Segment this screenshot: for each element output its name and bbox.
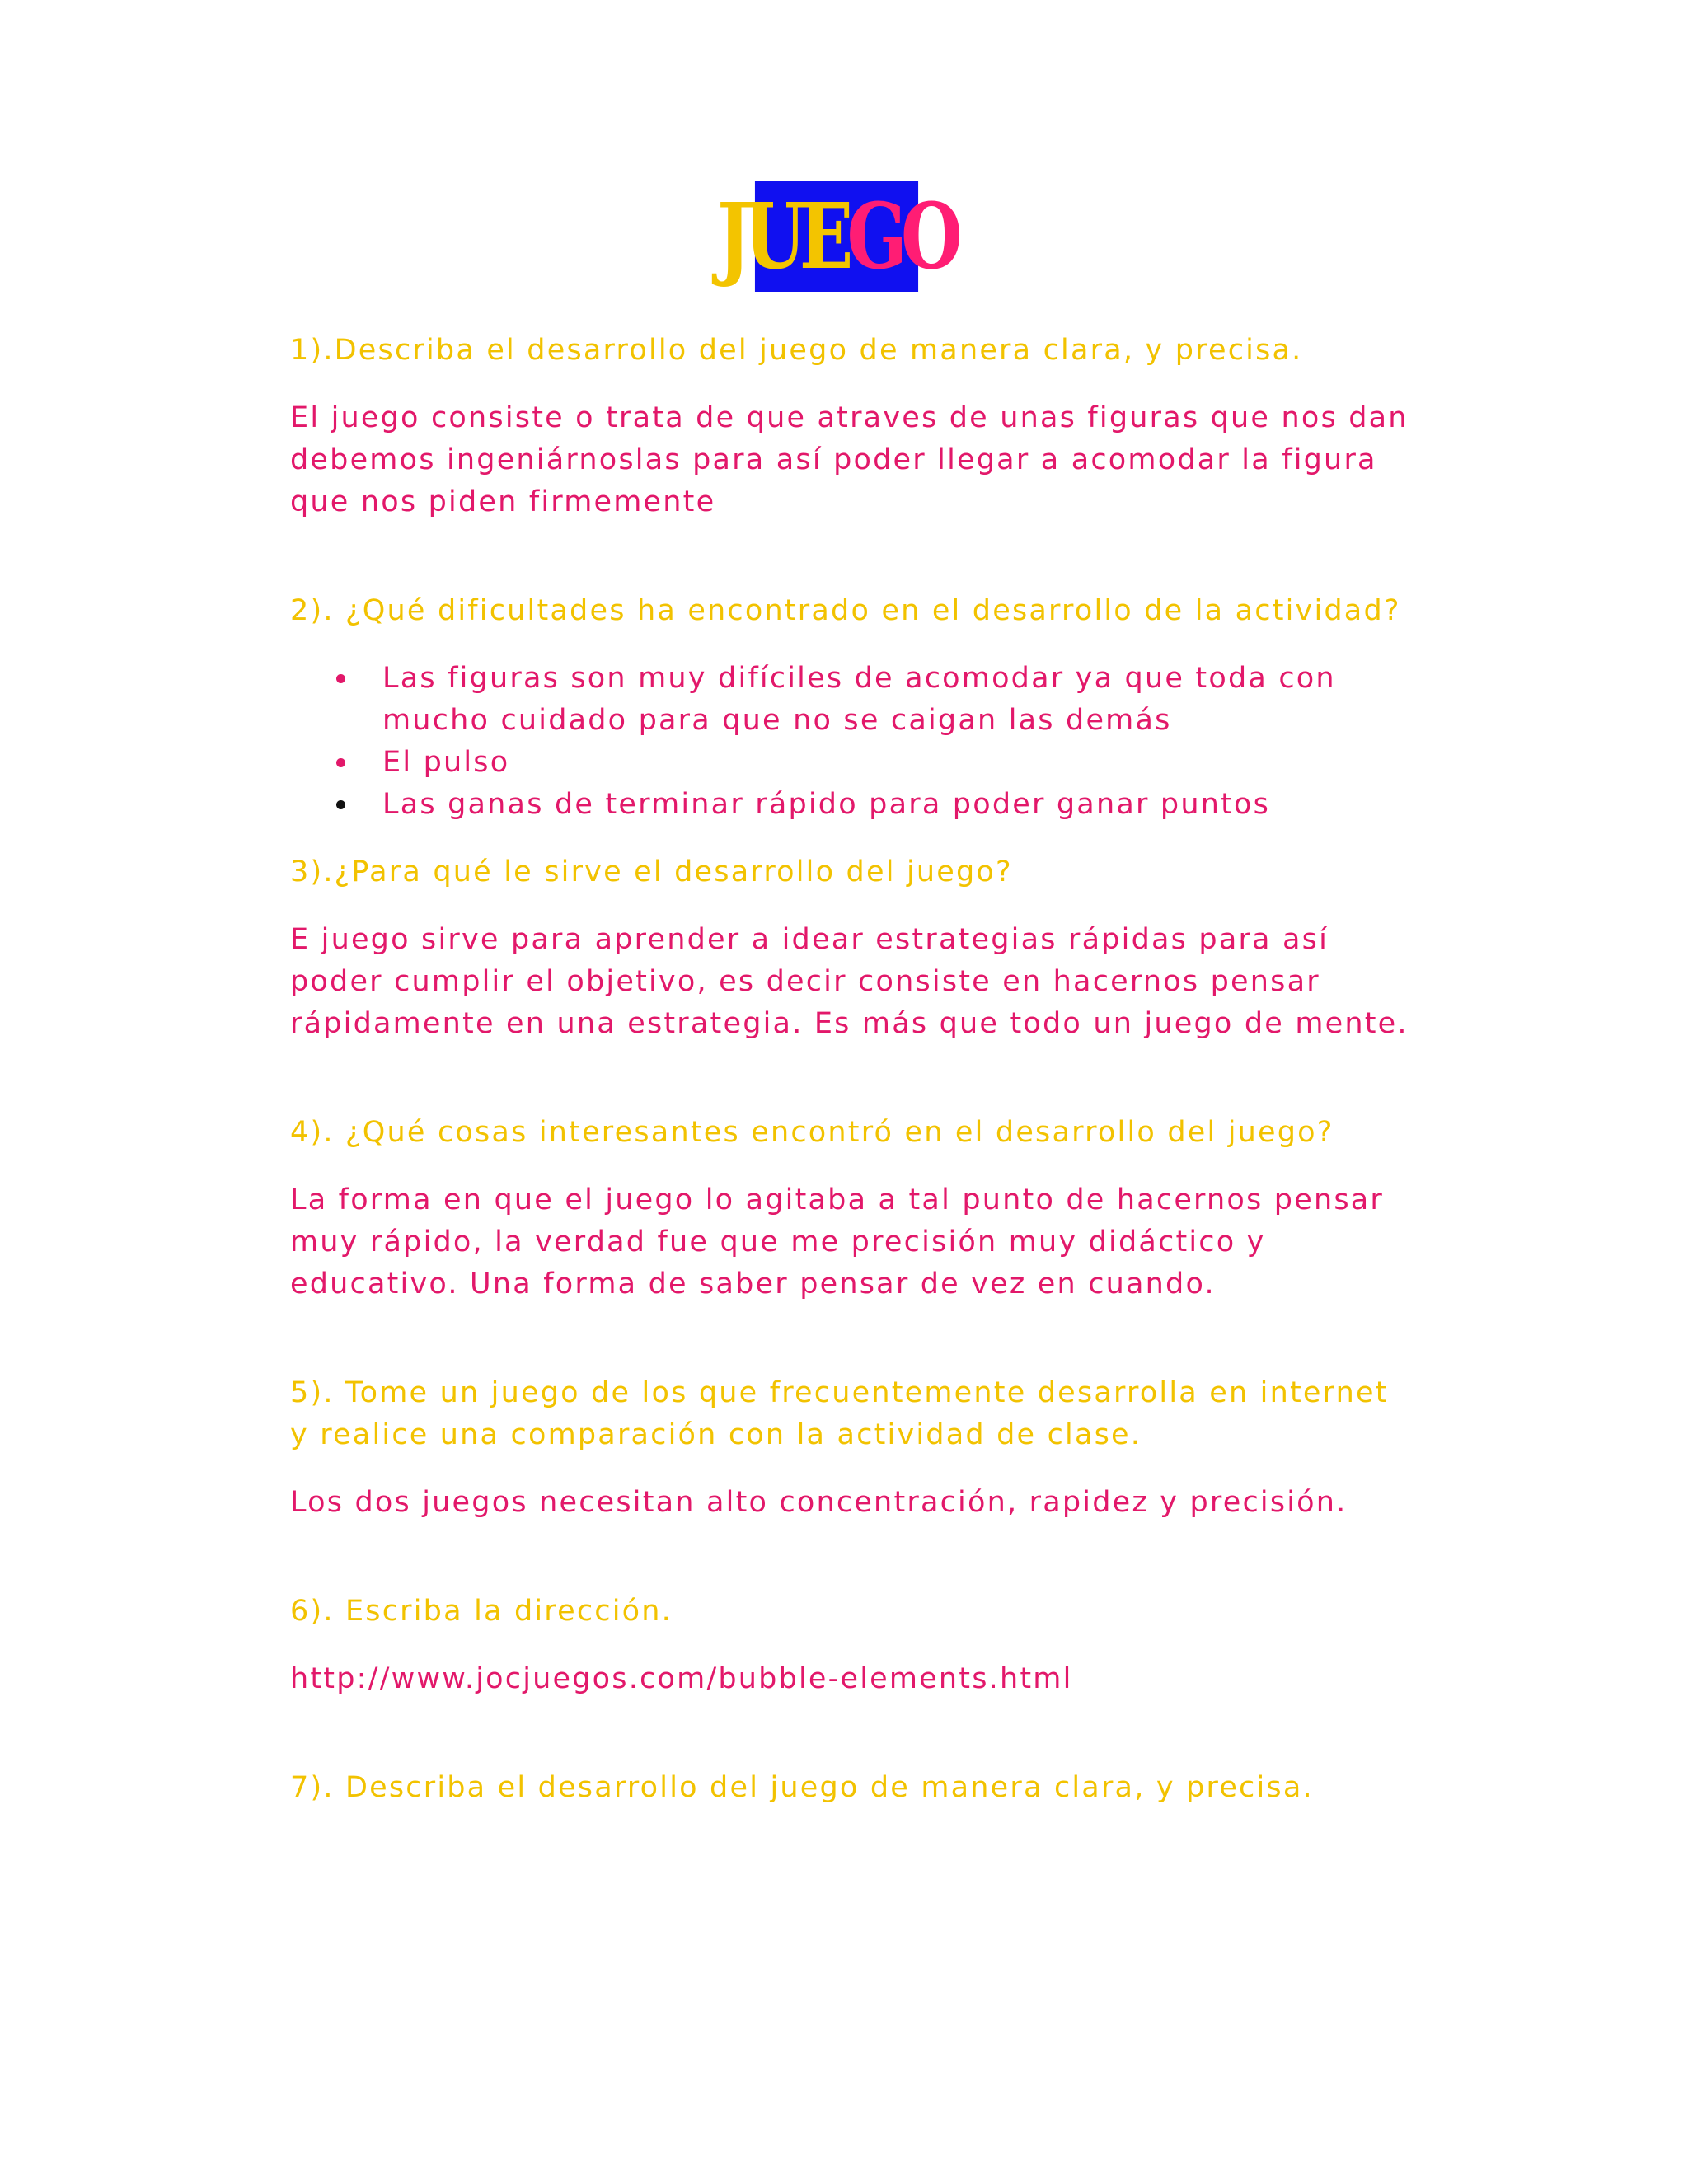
question-1: 1).Describa el desarrollo del juego de manera clara, y precisa. xyxy=(290,334,1303,367)
title-banner xyxy=(717,181,956,292)
question-2: 2). ¿Qué dificultades ha encontrado en el desarrollo de la actividad? xyxy=(290,594,1401,627)
answer-5: Los dos juegos necesitan alto concentración, rapidez y precisión. xyxy=(290,1486,1348,1519)
difficulties-list xyxy=(290,658,1411,826)
question-6: 6). Escriba la dirección. xyxy=(290,1595,673,1628)
list-item-text: Las figuras son muy difíciles de acomodar ya que toda con mucho cuidado para que no se caigan las demás xyxy=(382,662,1336,737)
list-item xyxy=(382,784,1411,826)
answer-3: E juego sirve para aprender a idear estrategias rápidas para así poder cumplir el objetivo, es decir consiste en hacernos pensar rápidamente en una estrategia. Es más que todo un juego de mente. xyxy=(290,923,1409,1040)
bullet-dot-icon xyxy=(336,758,345,767)
question-5: 5). Tome un juego de los que frecuentemente desarrolla en internet y realice una comparación con la actividad de clase. xyxy=(290,1376,1389,1451)
question-3: 3).¿Para qué le sirve el desarrollo del juego? xyxy=(290,855,1013,888)
answer-4: La forma en que el juego lo agitaba a tal punto de hacernos pensar muy rápido, la verdad fue que me precisión muy didáctico y educativo. Una forma de saber pensar de vez en cuando. xyxy=(290,1183,1384,1301)
answer-1: El juego consiste o trata de que atraves de unas figuras que nos dan debemos ingeniárnoslas para así poder llegar a acomodar la figura que nos piden firmemente xyxy=(290,401,1409,518)
question-4: 4). ¿Qué cosas interesantes encontró en el desarrollo del juego? xyxy=(290,1116,1334,1149)
answer-6-link: http://www.jocjuegos.com/bubble-elements.html xyxy=(290,1662,1073,1695)
bullet-dot-icon xyxy=(336,800,345,809)
list-item xyxy=(382,658,1411,742)
list-item xyxy=(382,742,1411,784)
title-part-yellow: JUE xyxy=(717,183,847,289)
list-item-text: Las ganas de terminar rápido para poder ganar puntos xyxy=(382,788,1271,821)
bullet-dot-icon xyxy=(336,674,345,683)
question-7: 7). Describa el desarrollo del juego de manera clara, y precisa. xyxy=(290,1771,1314,1804)
document-body xyxy=(290,330,1411,1809)
list-item-text: El pulso xyxy=(382,746,510,779)
title-part-pink: GO xyxy=(846,183,956,289)
